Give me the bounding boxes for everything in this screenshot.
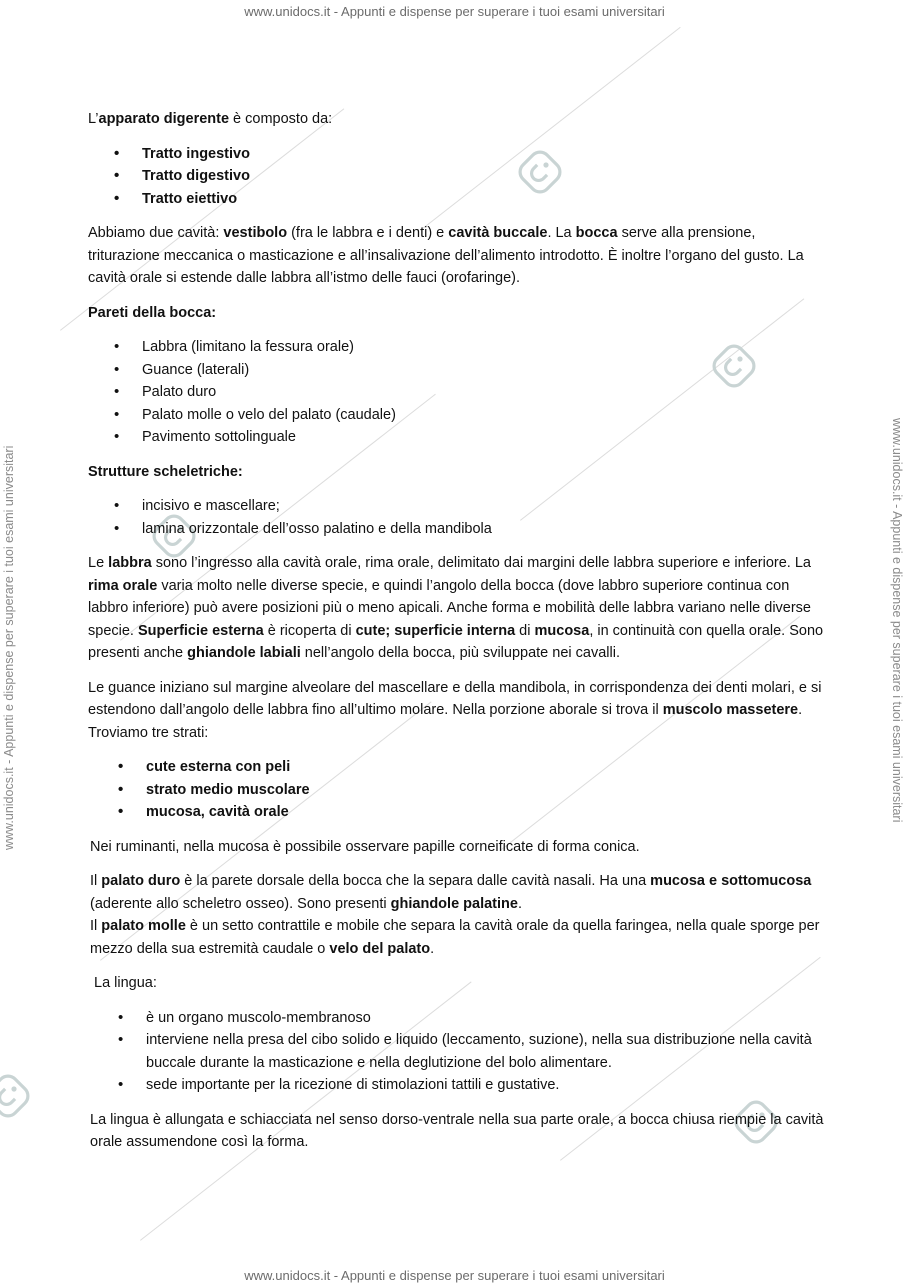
tratti-list <box>88 143 828 211</box>
list-item: • mucosa, cavità orale <box>118 801 828 824</box>
lingua-heading: La lingua: <box>94 975 157 991</box>
intro-paragraph: L’apparato digerente è composto da: <box>88 111 333 127</box>
lingua-forma-paragraph: La lingua è allungata e schiacciata nel senso dorso-ventrale nella sua parte orale, a bocca chiusa riempie la cavità orale assumendone così la forma. <box>90 1111 824 1150</box>
list-item: • Tratto eiettivo <box>114 188 828 211</box>
cavita-paragraph: Abbiamo due cavità: vestibolo (fra le labbra e i denti) e cavità buccale. La bocca serve alla prensione, triturazione meccanica o masticazione e all’insalivazione dell’alimento introdotto. È inoltre l’organo del gusto. La cavità orale si estende dalle labbra all’istmo delle fauci (orofaringe). <box>88 225 804 286</box>
watermark-side-left <box>2 420 16 850</box>
watermark-side-right-text: www.unidocs.it - Appunti e dispense per superare i tuoi esami universitari <box>890 418 904 823</box>
list-item: • Guance (laterali) <box>114 359 828 382</box>
list-item: • Labbra (limitano la fessura orale) <box>114 336 828 359</box>
list-item: • è un organo muscolo-membranoso <box>118 1007 828 1030</box>
strutture-heading: Strutture scheletriche: <box>88 463 243 480</box>
list-item: • lamina orizzontale dell’osso palatino e della mandibola <box>114 518 828 541</box>
list-item: • Pavimento sottolinguale <box>114 426 828 449</box>
watermark-side-right <box>890 418 904 868</box>
list-item: • incisivo e mascellare; <box>114 495 828 518</box>
watermark-header: www.unidocs.it - Appunti e dispense per superare i tuoi esami universitari <box>244 4 665 19</box>
list-item: • Tratto ingestivo <box>114 143 828 166</box>
watermark-footer: www.unidocs.it - Appunti e dispense per superare i tuoi esami universitari <box>244 1268 665 1283</box>
unidocs-logo-icon <box>0 1072 32 1120</box>
list-item: • cute esterna con peli <box>118 756 828 779</box>
strati-list <box>88 756 828 824</box>
ruminanti-paragraph: Nei ruminanti, nella mucosa è possibile osservare papille corneificate di forma conica. <box>90 838 640 855</box>
list-item: • strato medio muscolare <box>118 779 828 802</box>
document-body <box>88 108 828 1166</box>
list-item: • Palato duro <box>114 381 828 404</box>
guance-paragraph: Le guance iniziano sul margine alveolare del mascellare e della mandibola, in corrispondenza dei denti molari, e si estendono dall’angolo delle labbra fino all’ultimo molare. Nella porzione aborale si trova il muscolo massetere. Troviamo tre strati: <box>88 679 822 741</box>
list-item: • Tratto digestivo <box>114 165 828 188</box>
list-item: • Palato molle o velo del palato (caudale) <box>114 404 828 427</box>
pareti-heading: Pareti della bocca: <box>88 304 217 321</box>
list-item: • sede importante per la ricezione di stimolazioni tattili e gustative. <box>118 1074 828 1097</box>
list-item: • interviene nella presa del cibo solido e liquido (leccamento, suzione), nella sua distribuzione nella cavità buccale durante la masticazione e nella deglutizione del bolo alimentare. <box>118 1029 828 1074</box>
pareti-list <box>88 336 828 449</box>
strutture-list <box>88 495 828 540</box>
palato-paragraph: Il palato duro è la parete dorsale della bocca che la separa dalle cavità nasali. Ha una mucosa e sottomucosa (aderente allo scheletro osseo). Sono presenti ghiandole palatine. Il palato molle è un setto contrattile e mobile che separa la cavità orale da quella faringea, nella quale sporge per mezzo della sua estremità caudale o velo del palato. <box>90 873 820 957</box>
lingua-list <box>88 1007 828 1097</box>
watermark-side-left-text: www.unidocs.it - Appunti e dispense per superare i tuoi esami universitari <box>2 445 16 850</box>
labbra-paragraph: Le labbra sono l’ingresso alla cavità orale, rima orale, delimitato dai margini delle labbra superiore e inferiore. La rima orale varia molto nelle diverse specie, e quindi l’angolo della bocca (dove labbro superiore continua con labbro inferiore) può avere posizioni più o meno apicali. Anche forma e mobilità delle labbra variano nelle diverse specie. Superficie esterna è ricoperta di cute; superficie interna di mucosa, in continuità con quella orale. Sono presenti anche ghiandole labiali nell’angolo della bocca, più sviluppate nei cavalli. <box>88 555 824 661</box>
